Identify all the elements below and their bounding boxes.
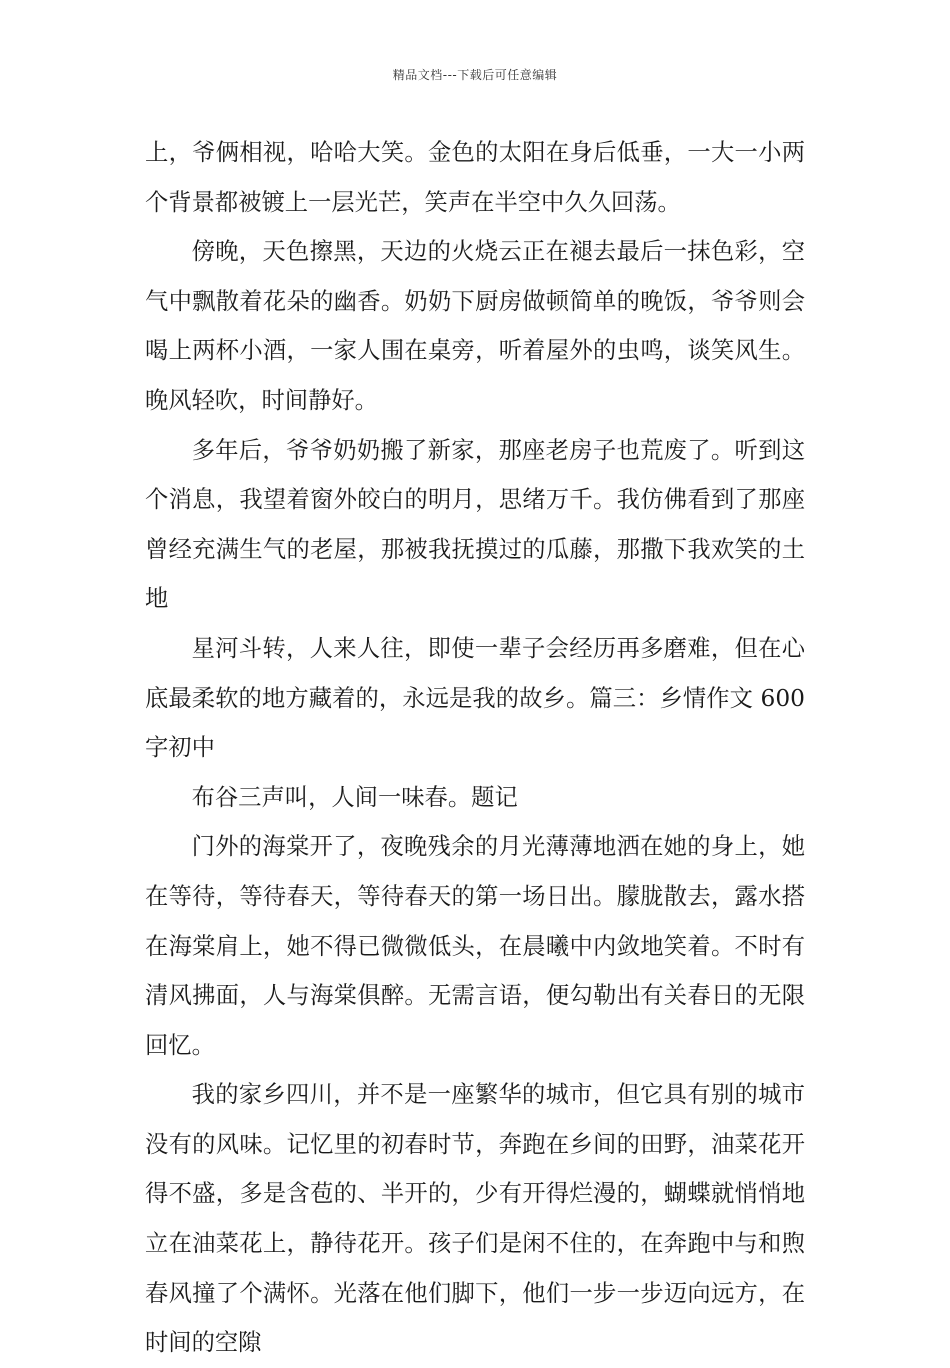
document-body (145, 128, 805, 1368)
paragraph: 星河斗转，人来人往，即使一辈子会经历再多磨难，但在心底最柔软的地方藏着的，永远是我的故乡。篇三：乡情作文 600 字初中 (145, 634, 805, 762)
paragraph: 傍晚，天色擦黑，天边的火烧云正在褪去最后一抹色彩，空气中飘散着花朵的幽香。奶奶下厨房做顿简单的晚饭，爷爷则会喝上两杯小酒，一家人围在桌旁，听着屋外的虫鸣，谈笑风生。晚风轻吹，时间静好。 (145, 238, 805, 414)
paragraph: 上，爷俩相视，哈哈大笑。金色的太阳在身后低垂，一大一小两个背景都被镀上一层光芒，笑声在半空中久久回荡。 (145, 139, 805, 216)
paragraph: 布谷三声叫，人间一味春。题记 (191, 783, 518, 811)
paragraph: 门外的海棠开了，夜晚残余的月光薄薄地洒在她的身上，她在等待，等待春天，等待春天的第一场日出。朦胧散去，露水搭在海棠肩上，她不得已微微低头，在晨曦中内敛地笑着。不时有清风拂面，人与海棠俱醉。无需言语，便勾勒出有关春日的无限回忆。 (145, 833, 805, 1059)
paragraph: 多年后，爷爷奶奶搬了新家，那座老房子也荒废了。听到这个消息，我望着窗外皎白的明月，思绪万千。我仿佛看到了那座曾经充满生气的老屋，那被我抚摸过的瓜藤，那撒下我欢笑的土地 (145, 436, 805, 613)
page-header: 精品文档---下载后可任意编辑 (392, 68, 558, 82)
paragraph: 我的家乡四川，并不是一座繁华的城市，但它具有别的城市没有的风味。记忆里的初春时节，奔跑在乡间的田野，油菜花开得不盛，多是含苞的、半开的，少有开得烂漫的，蝴蝶就悄悄地立在油菜花上，静待花开。孩子们是闲不住的，在奔跑中与和煦春风撞了个满怀。光落在他们脚下，他们一步一步迈向远方，在时间的空隙 (145, 1081, 805, 1357)
